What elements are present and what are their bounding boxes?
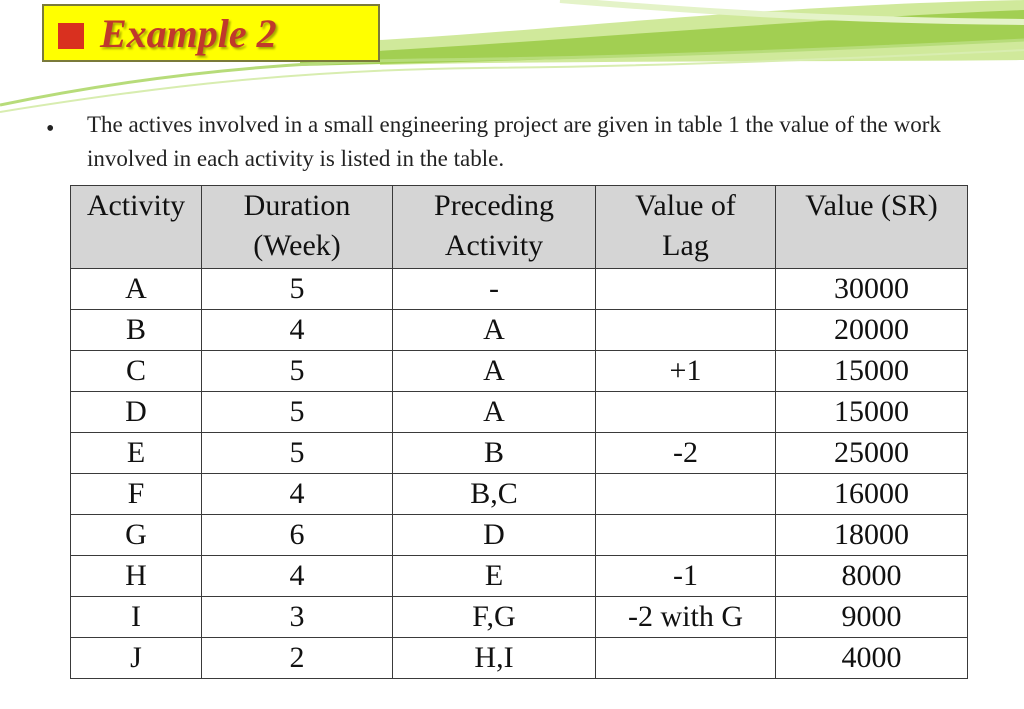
cell-lag: +1 (596, 351, 776, 392)
title-bullet-square (58, 23, 84, 49)
table-row (71, 556, 968, 597)
cell-lag (596, 310, 776, 351)
header-duration: Duration (Week) (202, 186, 393, 269)
cell-duration: 4 (202, 310, 393, 351)
cell-lag: -2 with G (596, 597, 776, 638)
cell-duration: 5 (202, 351, 393, 392)
cell-value: 16000 (776, 474, 968, 515)
cell-activity: D (71, 392, 202, 433)
cell-value: 15000 (776, 392, 968, 433)
cell-value: 25000 (776, 433, 968, 474)
cell-value: 30000 (776, 269, 968, 310)
cell-preceding: A (393, 392, 596, 433)
table-row (71, 351, 968, 392)
cell-preceding: H,I (393, 638, 596, 679)
cell-preceding: A (393, 351, 596, 392)
cell-duration: 4 (202, 556, 393, 597)
cell-duration: 6 (202, 515, 393, 556)
table-row (71, 433, 968, 474)
table-row (71, 269, 968, 310)
header-value-of-lag: Value of Lag (596, 186, 776, 269)
cell-lag: -1 (596, 556, 776, 597)
cell-activity: F (71, 474, 202, 515)
cell-activity: H (71, 556, 202, 597)
slide-title: Example 2 (100, 11, 277, 56)
cell-duration: 5 (202, 269, 393, 310)
cell-value: 18000 (776, 515, 968, 556)
bullet-icon: • (46, 116, 55, 142)
table-row (71, 638, 968, 679)
table-row (71, 310, 968, 351)
header-value-sr: Value (SR) (776, 186, 968, 269)
cell-activity: G (71, 515, 202, 556)
cell-lag (596, 638, 776, 679)
cell-lag (596, 392, 776, 433)
cell-duration: 2 (202, 638, 393, 679)
table-row (71, 392, 968, 433)
table-row (71, 597, 968, 638)
cell-lag (596, 269, 776, 310)
table-row (71, 515, 968, 556)
intro-paragraph: The actives involved in a small engineering project are given in table 1 the value of the work involved in each activity is listed in the table. (87, 112, 941, 171)
cell-preceding: A (393, 310, 596, 351)
cell-activity: A (71, 269, 202, 310)
cell-preceding: - (393, 269, 596, 310)
cell-value: 20000 (776, 310, 968, 351)
header-preceding-activity: Preceding Activity (393, 186, 596, 269)
cell-activity: J (71, 638, 202, 679)
cell-duration: 3 (202, 597, 393, 638)
cell-duration: 5 (202, 433, 393, 474)
cell-activity: E (71, 433, 202, 474)
activity-table (70, 185, 968, 679)
cell-lag (596, 515, 776, 556)
cell-lag (596, 474, 776, 515)
cell-preceding: B,C (393, 474, 596, 515)
cell-value: 4000 (776, 638, 968, 679)
table-row (71, 474, 968, 515)
cell-duration: 4 (202, 474, 393, 515)
cell-preceding: B (393, 433, 596, 474)
cell-value: 8000 (776, 556, 968, 597)
cell-preceding: F,G (393, 597, 596, 638)
cell-value: 15000 (776, 351, 968, 392)
header-activity: Activity (71, 186, 202, 269)
cell-activity: B (71, 310, 202, 351)
cell-lag: -2 (596, 433, 776, 474)
cell-value: 9000 (776, 597, 968, 638)
cell-activity: I (71, 597, 202, 638)
cell-preceding: D (393, 515, 596, 556)
cell-duration: 5 (202, 392, 393, 433)
slide-title-box (42, 4, 380, 62)
cell-preceding: E (393, 556, 596, 597)
table-header-row (71, 186, 968, 269)
cell-activity: C (71, 351, 202, 392)
